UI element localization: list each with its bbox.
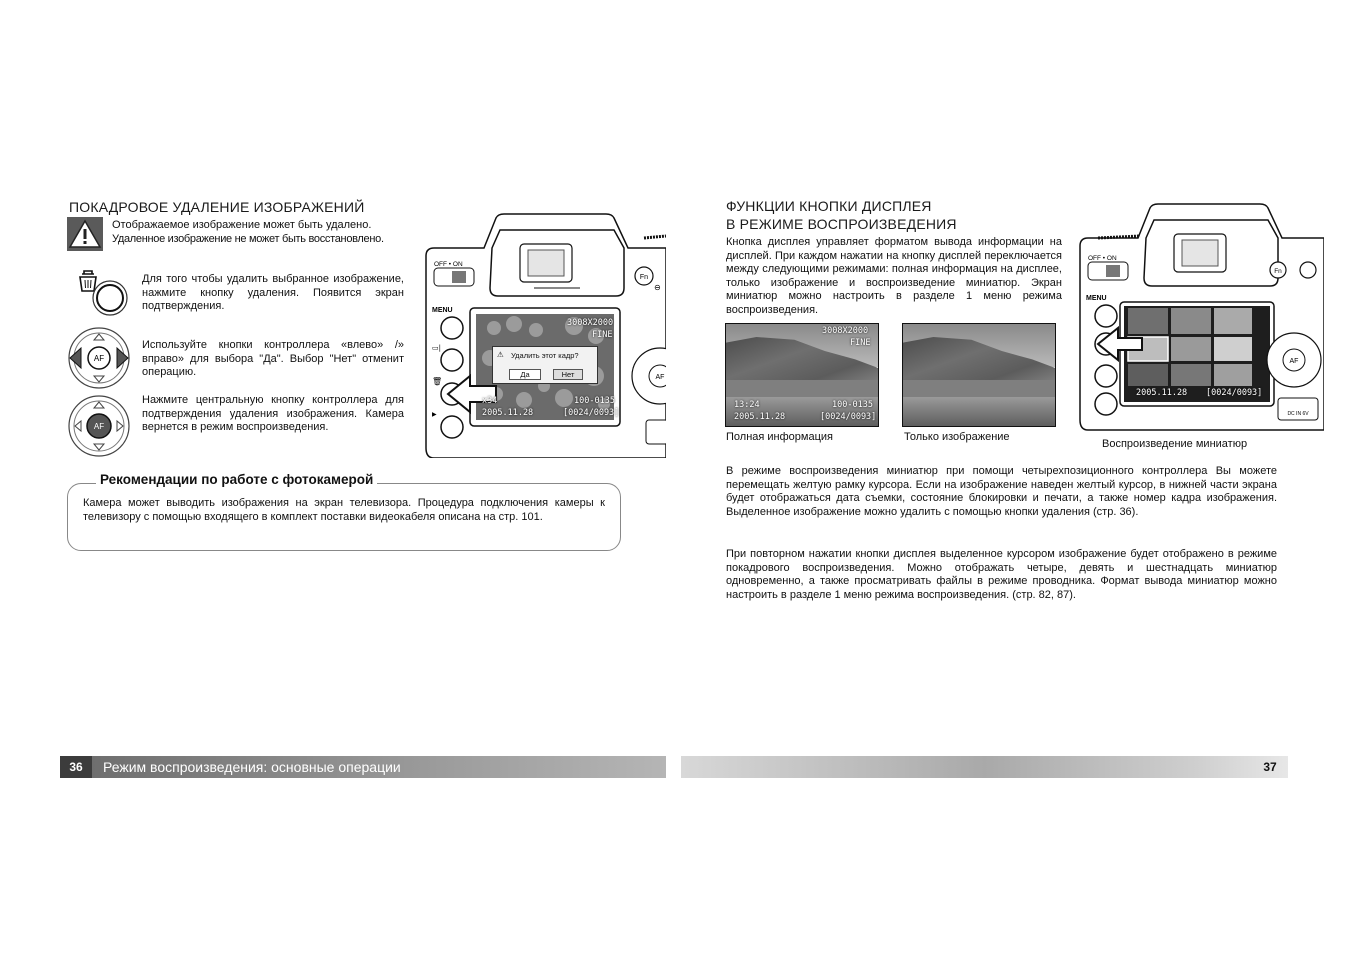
dialog-question: Удалить этот кадр?	[511, 351, 579, 360]
full-info-frame: 100-0135	[832, 400, 873, 410]
paragraph-thumbnail-mode: В режиме воспроизведения миниатюр при помощи четырехпозиционного контроллера Вы можете перемещать желтую рамку курсора. Если на изображение наведен желтый курсор, в нижней части экрана будет отображаться дата съемки, состояние блокировки и печати, а также номер кадра изображения. Выделенное изображение можно удалить с помощью кнопки удаления (стр. 36).	[726, 465, 1277, 518]
full-info-quality: FINE	[850, 338, 871, 348]
camera-back-illustration	[424, 208, 666, 458]
svg-text:AF: AF	[93, 354, 105, 363]
off-on-label: OFF • ON	[434, 261, 463, 268]
full-info-time: 13:24	[734, 400, 760, 410]
menu-label: MENU	[432, 307, 453, 314]
caption-thumbnails: Воспроизведение миниатюр	[1102, 438, 1248, 450]
step-2-text: Используйте кнопки контроллера «влево» /» вправо» для выбора "Да". Выбор "Нет" отменит операцию.	[142, 339, 404, 378]
fn-label: Fn	[639, 274, 649, 281]
svg-text:⊖: ⊖	[654, 283, 661, 292]
footer-bar-right	[681, 756, 1288, 778]
camera-back-thumbnails-illustration	[1078, 198, 1324, 454]
photo-full-info	[725, 323, 879, 427]
tips-callout-title: Рекомендации по работе с фотокамерой	[96, 472, 377, 487]
lcd-shots: x34	[482, 396, 498, 406]
dialog-no-button[interactable]: Нет	[553, 369, 583, 380]
warning-line-2: Удаленное изображение не может быть восстановлено.	[112, 233, 384, 245]
warning-line-1: Отображаемое изображение может быть удалено.	[112, 219, 372, 231]
warning-icon	[67, 217, 103, 251]
display-intro-text: Кнопка дисплея управляет форматом вывода информации на дисплей. При каждом нажатии на кнопку дисплей переключается между следующими режимами: полная информация на дисплее, только изображение и воспроизведение миниатюр. Экран миниатюр можно настроить в разделе 1 меню режима воспроизведения.	[726, 236, 1062, 316]
lcd-quality: FINE	[592, 330, 613, 340]
delete-button-icon	[70, 268, 130, 318]
page-number-left: 36	[60, 756, 92, 778]
page-number-right: 37	[1263, 760, 1277, 774]
dialog-warning-icon: ⚠	[497, 350, 504, 359]
svg-text:AF: AF	[655, 374, 665, 381]
svg-text:AF: AF	[93, 422, 105, 431]
controller-left-right-icon	[67, 326, 131, 390]
svg-text:▭|: ▭|	[432, 344, 441, 352]
controller-center-icon	[67, 394, 131, 458]
delete-confirm-dialog	[492, 346, 598, 384]
photo-image-only	[902, 323, 1056, 427]
full-info-count: [0024/0093]	[820, 412, 877, 422]
lcd-frame: 100-0135	[574, 396, 615, 406]
dc-in-label: DC IN 6V	[1287, 411, 1309, 417]
caption-full-info: Полная информация	[726, 431, 833, 443]
section-title-delete: ПОКАДРОВОЕ УДАЛЕНИЕ ИЗОБРАЖЕНИЙ	[69, 199, 365, 215]
lcd-count: [0024/0093]	[563, 408, 620, 418]
svg-text:▶: ▶	[432, 411, 437, 418]
section-title-display-line-1: ФУНКЦИИ КНОПКИ ДИСПЛЕЯ	[726, 198, 932, 214]
caption-image-only: Только изображение	[904, 431, 1010, 443]
lcd-date: 2005.11.28	[482, 408, 534, 418]
step-3-text: Нажмите центральную кнопку контроллера для подтверждения удаления изображения. Камера вернется в режим воспроизведения.	[142, 394, 404, 433]
off-on-label-right: OFF • ON	[1088, 255, 1117, 262]
paragraph-repeat-press: При повторном нажатии кнопки дисплея выделенное курсором изображение будет отображено в режиме покадрового воспроизведения. Можно отображать четыре, девять и шестнадцать миниатюр одновременно, а также просматривать файлы в режиме проводника. Формат вывода миниатюр можно настроить в разделе 1 меню режима воспроизведения. (стр. 82, 87).	[726, 548, 1277, 601]
svg-text:AF: AF	[1289, 358, 1299, 365]
fn-label-right: Fn	[1274, 268, 1282, 275]
dialog-yes-button[interactable]: Да	[509, 369, 541, 380]
footer-section-label: Режим воспроизведения: основные операции	[103, 759, 401, 775]
step-1-text: Для того чтобы удалить выбранное изображение, нажмите кнопку удаления. Появится экран подтверждения.	[142, 273, 404, 312]
menu-label-right: MENU	[1086, 295, 1107, 302]
full-info-date: 2005.11.28	[734, 412, 786, 422]
section-title-display-line-2: В РЕЖИМЕ ВОСПРОИЗВЕДЕНИЯ	[726, 216, 957, 232]
thumbs-date: 2005.11.28	[1136, 388, 1188, 398]
lcd-size: 3008X2000	[567, 318, 614, 328]
thumbs-count: [0024/0093]	[1206, 388, 1263, 398]
full-info-size: 3008X2000	[822, 326, 869, 336]
tips-callout-text: Камера может выводить изображения на экран телевизора. Процедура подключения камеры к телевизору с помощью входящего в комплект поставки видеокабеля описана на стр. 101.	[83, 497, 605, 523]
svg-text:🗑: 🗑	[432, 377, 443, 386]
